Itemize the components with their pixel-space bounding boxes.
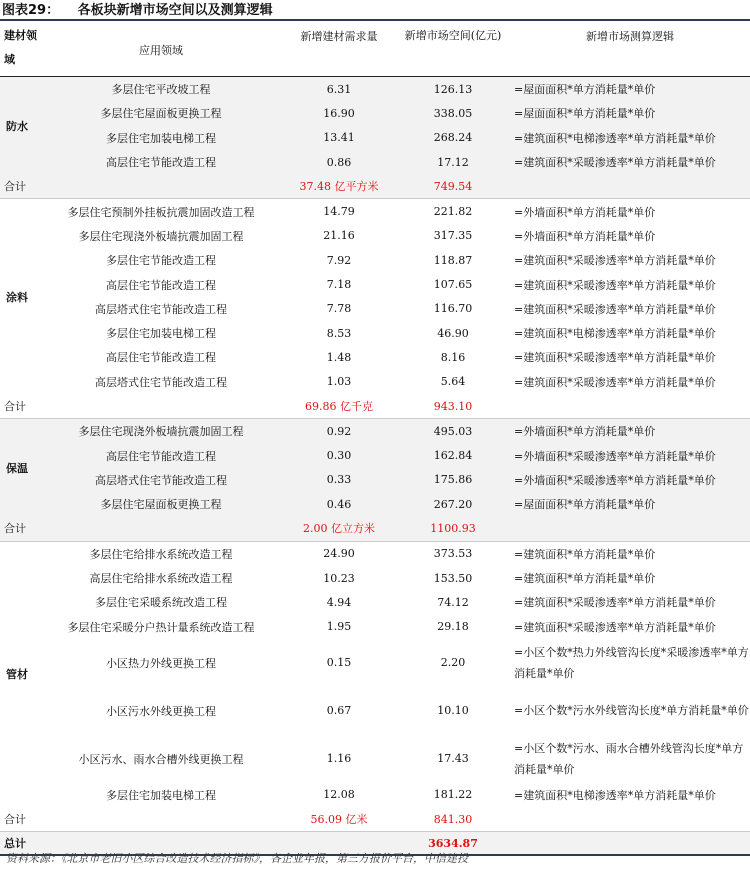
market-cell: 317.35 <box>433 229 473 243</box>
subtotal-row <box>0 516 750 541</box>
category-cell: 防水 <box>0 77 40 175</box>
demand-cell: 0.15 <box>326 656 352 670</box>
logic-cell: =建筑面积*采暖渗透率*单方消耗量*单价 <box>514 351 716 365</box>
table-row <box>0 199 750 224</box>
header-demand: 新增建材需求量 <box>282 24 396 77</box>
table-row <box>0 101 750 125</box>
subtotal-market: 841.30 <box>396 807 510 832</box>
market-cell: 162.84 <box>396 443 510 467</box>
market-cell: 8.16 <box>440 350 466 364</box>
field-cell: 小区污水、雨水合槽外线更换工程 <box>78 752 244 766</box>
grand-total-blank-2 <box>510 832 750 856</box>
field-cell: 多层住宅现浇外板墙抗震加固工程 <box>40 419 282 444</box>
demand-cell: 6.31 <box>282 77 396 102</box>
logic-cell: =外墙面积*单方消耗量*单价 <box>514 229 656 243</box>
field-cell: 多层住宅屋面板更换工程 <box>40 101 282 125</box>
table-row <box>0 345 750 369</box>
table-row <box>0 492 750 516</box>
table-row <box>0 77 750 102</box>
demand-cell: 0.33 <box>282 468 396 492</box>
demand-cell: 16.90 <box>282 101 396 125</box>
subtotal-blank <box>510 394 750 419</box>
market-cell: 5.64 <box>440 375 466 389</box>
logic-cell: =小区个数*热力外线管沟长度*采暖渗透率*单方消耗量*单价 <box>514 645 749 680</box>
field-cell: 高层塔式住宅节能改造工程 <box>95 302 227 316</box>
demand-cell: 8.53 <box>326 326 352 340</box>
subtotal-demand: 37.48 亿平方米 <box>282 174 396 199</box>
table-row <box>0 224 750 248</box>
subtotal-market: 943.10 <box>396 394 510 419</box>
subtotal-demand: 69.86 亿千克 <box>282 394 396 419</box>
market-cell: 2.20 <box>440 656 466 670</box>
logic-cell: =建筑面积*采暖渗透率*单方消耗量*单价 <box>514 278 716 292</box>
subtotal-label: 合计 <box>0 807 282 832</box>
demand-cell: 7.92 <box>326 253 352 267</box>
field-cell: 多层住宅加装电梯工程 <box>40 126 282 150</box>
demand-cell: 1.16 <box>326 752 352 766</box>
demand-cell: 0.30 <box>282 443 396 467</box>
logic-cell: =小区个数*污水、雨水合槽外线管沟长度*单方消耗量*单价 <box>514 741 744 776</box>
market-cell: 495.03 <box>396 419 510 444</box>
field-cell: 小区热力外线更换工程 <box>106 656 216 670</box>
market-cell: 221.82 <box>433 205 473 219</box>
field-cell: 多层住宅屋面板更换工程 <box>40 492 282 516</box>
logic-cell: =建筑面积*采暖渗透率*单方消耗量*单价 <box>514 254 716 268</box>
demand-cell: 0.46 <box>282 492 396 516</box>
subtotal-demand: 2.00 亿立方米 <box>282 516 396 541</box>
market-space-table <box>0 24 750 856</box>
demand-cell: 1.95 <box>326 620 352 634</box>
field-cell: 高层住宅节能改造工程 <box>106 351 216 365</box>
category-cell: 涂料 <box>6 290 28 304</box>
field-cell: 多层住宅加装电梯工程 <box>106 327 216 341</box>
table-header-row <box>0 24 750 77</box>
logic-cell: =建筑面积*电梯渗透率*单方消耗量*单价 <box>514 788 716 802</box>
logic-cell: =建筑面积*采暖渗透率*单方消耗量*单价 <box>514 620 716 634</box>
subtotal-label: 合计 <box>0 394 282 419</box>
field-cell: 多层住宅加装电梯工程 <box>106 788 216 802</box>
demand-cell: 0.67 <box>326 704 352 718</box>
demand-cell: 14.79 <box>323 205 355 219</box>
demand-cell: 12.08 <box>323 788 355 802</box>
table-row <box>0 297 750 321</box>
subtotal-blank <box>510 807 750 832</box>
field-cell: 多层住宅平改坡工程 <box>40 77 282 102</box>
logic-cell: =外墙面积*采暖渗透率*单方消耗量*单价 <box>510 443 750 467</box>
table-row <box>0 321 750 345</box>
demand-cell: 10.23 <box>323 571 355 585</box>
subtotal-label: 合计 <box>0 516 282 541</box>
market-cell: 181.22 <box>433 788 473 802</box>
market-cell: 373.53 <box>433 547 473 561</box>
table-row <box>0 783 750 807</box>
logic-cell: =屋面面积*单方消耗量*单价 <box>510 77 750 102</box>
logic-cell: =屋面面积*单方消耗量*单价 <box>510 492 750 516</box>
field-cell: 高层住宅给排水系统改造工程 <box>89 572 233 586</box>
subtotal-label: 合计 <box>0 174 282 199</box>
demand-cell: 24.90 <box>323 547 355 561</box>
field-cell: 高层住宅节能改造工程 <box>106 278 216 292</box>
field-cell: 高层住宅节能改造工程 <box>40 150 282 174</box>
field-cell: 多层住宅采暖分户热计量系统改造工程 <box>67 620 255 634</box>
table-body <box>0 77 750 856</box>
market-cell: 126.13 <box>396 77 510 102</box>
market-cell: 175.86 <box>396 468 510 492</box>
figure-title-text: 各板块新增市场空间以及测算逻辑 <box>77 3 273 18</box>
subtotal-market: 749.54 <box>396 174 510 199</box>
demand-cell: 13.41 <box>282 126 396 150</box>
logic-cell: =建筑面积*电梯渗透率*单方消耗量*单价 <box>510 126 750 150</box>
table-row <box>0 248 750 272</box>
category-cell: 管材 <box>6 668 28 682</box>
demand-cell: 0.92 <box>282 419 396 444</box>
table-row <box>0 272 750 296</box>
demand-cell: 0.86 <box>282 150 396 174</box>
market-cell: 46.90 <box>437 326 469 340</box>
logic-cell: =建筑面积*单方消耗量*单价 <box>514 572 656 586</box>
table-row <box>0 126 750 150</box>
logic-cell: =外墙面积*单方消耗量*单价 <box>514 205 656 219</box>
table-row <box>0 541 750 566</box>
field-cell: 多层住宅预制外挂板抗震加固改造工程 <box>67 205 255 219</box>
subtotal-blank <box>510 174 750 199</box>
logic-cell: =建筑面积*电梯渗透率*单方消耗量*单价 <box>514 327 716 341</box>
figure-label: 图表29： <box>2 3 60 18</box>
market-cell: 116.70 <box>433 302 473 316</box>
table-row <box>0 468 750 492</box>
table-row <box>0 566 750 590</box>
table-row <box>0 150 750 174</box>
field-cell: 多层住宅节能改造工程 <box>106 254 216 268</box>
demand-cell: 4.94 <box>326 595 352 609</box>
market-cell: 29.18 <box>437 620 469 634</box>
subtotal-blank <box>510 516 750 541</box>
table-row <box>0 687 750 735</box>
logic-cell: =小区个数*污水外线管沟长度*单方消耗量*单价 <box>514 704 749 718</box>
logic-cell: =建筑面积*单方消耗量*单价 <box>514 547 656 561</box>
table-row <box>0 370 750 394</box>
field-cell: 高层塔式住宅节能改造工程 <box>95 375 227 389</box>
logic-cell: =外墙面积*采暖渗透率*单方消耗量*单价 <box>510 468 750 492</box>
header-market: 新增市场空间(亿元) <box>396 24 510 77</box>
subtotal-row <box>0 807 750 832</box>
source-note: 资料来源：《北京市老旧小区综合改造技术经济指标》，各企业年报，第三方报价平台，中信建投 <box>6 852 468 865</box>
subtotal-row <box>0 174 750 199</box>
field-cell: 多层住宅给排水系统改造工程 <box>89 547 233 561</box>
grand-total-label: 总计 <box>0 832 282 856</box>
table-row <box>0 419 750 444</box>
demand-cell: 7.18 <box>326 278 352 292</box>
field-cell: 小区污水外线更换工程 <box>106 704 216 718</box>
header-logic: 新增市场测算逻辑 <box>510 24 750 77</box>
demand-cell: 1.03 <box>326 375 352 389</box>
field-cell: 多层住宅现浇外板墙抗震加固工程 <box>78 229 244 243</box>
logic-cell: =建筑面积*采暖渗透率*单方消耗量*单价 <box>514 375 716 389</box>
logic-cell: =建筑面积*采暖渗透率*单方消耗量*单价 <box>514 302 716 316</box>
header-category: 建材领域 <box>0 24 40 77</box>
category-cell: 保温 <box>0 419 40 517</box>
field-cell: 高层住宅节能改造工程 <box>40 443 282 467</box>
logic-cell: =外墙面积*单方消耗量*单价 <box>510 419 750 444</box>
table-row <box>0 615 750 639</box>
market-cell: 118.87 <box>433 253 473 267</box>
table-row <box>0 735 750 783</box>
figure-title <box>0 0 750 21</box>
market-cell: 74.12 <box>437 595 469 609</box>
market-cell: 17.12 <box>396 150 510 174</box>
field-cell: 高层塔式住宅节能改造工程 <box>40 468 282 492</box>
table-row <box>0 639 750 687</box>
demand-cell: 7.78 <box>326 302 352 316</box>
market-cell: 10.10 <box>437 704 469 718</box>
market-cell: 153.50 <box>433 571 473 585</box>
demand-cell: 21.16 <box>323 229 355 243</box>
logic-cell: =屋面面积*单方消耗量*单价 <box>510 101 750 125</box>
subtotal-row <box>0 394 750 419</box>
subtotal-market: 1100.93 <box>396 516 510 541</box>
logic-cell: =建筑面积*采暖渗透率*单方消耗量*单价 <box>510 150 750 174</box>
market-cell: 268.24 <box>396 126 510 150</box>
market-cell: 338.05 <box>396 101 510 125</box>
grand-total-market: 3634.87 <box>396 832 510 856</box>
subtotal-demand: 56.09 亿米 <box>282 807 396 832</box>
market-cell: 107.65 <box>433 278 473 292</box>
header-field: 应用领域 <box>40 24 282 77</box>
field-cell: 多层住宅采暖系统改造工程 <box>95 596 227 610</box>
demand-cell: 1.48 <box>326 350 352 364</box>
market-cell: 267.20 <box>396 492 510 516</box>
logic-cell: =建筑面积*采暖渗透率*单方消耗量*单价 <box>514 596 716 610</box>
table-row <box>0 443 750 467</box>
market-cell: 17.43 <box>437 752 469 766</box>
table-row <box>0 590 750 614</box>
